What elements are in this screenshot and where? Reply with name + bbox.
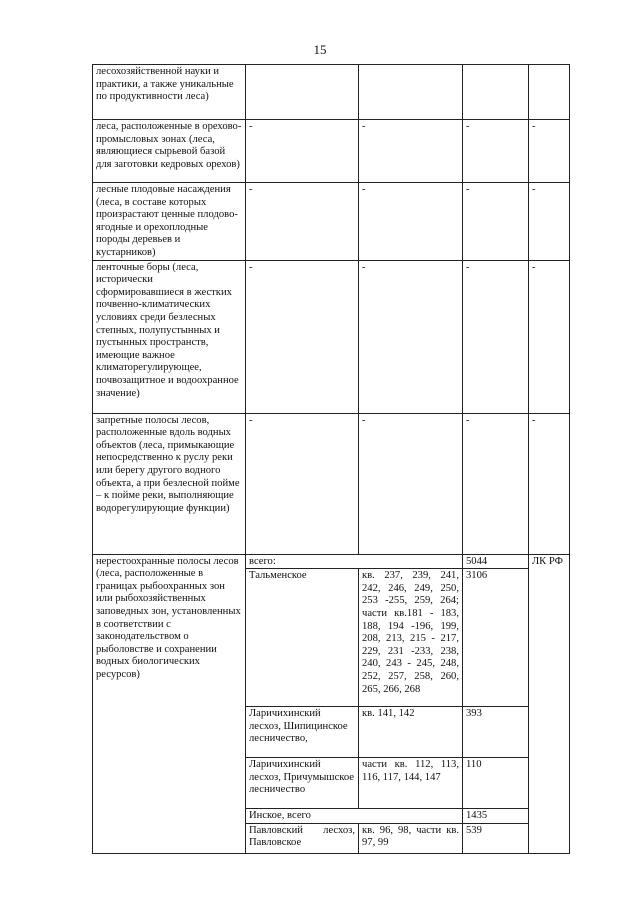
table-row [93,120,570,183]
category-cell: нерестоохранные полосы лесов (леса, расположенные в границах рыбоохранных зон или рыбохозяйственных заповедных зон, установленных в соответствии с законодательством о рыболовстве и сохранении водных биологических ресурсов) [93,554,246,853]
area-cell: 539 [463,823,529,853]
area-cell: - [463,120,529,183]
place-cell: Павловский лесхоз, Павловское [246,823,359,853]
area-cell: - [463,413,529,554]
quarters-cell: - [359,183,463,261]
table-row [93,260,570,413]
basis-cell: - [529,183,570,261]
quarters-cell: - [359,260,463,413]
category-cell: леса, расположенные в орехово-промысловых зонах (леса, являющиеся сырьевой базой для заготовки кедровых орехов) [93,120,246,183]
area-cell: 110 [463,758,529,809]
category-cell: лесохозяйственной науки и практики, а также уникальные по продуктивности леса) [93,65,246,120]
area-cell: 3106 [463,569,529,707]
place-cell: Ларичихинский лесхоз, Причумышское лесничество [246,758,359,809]
quarters-cell [359,65,463,120]
basis-cell: ЛК РФ [529,554,570,853]
table-row [93,183,570,261]
table-row [93,65,570,120]
basis-cell [529,65,570,120]
area-cell: 5044 [463,554,529,569]
subtotal-label-cell: Инское, всего [246,809,463,824]
category-cell: лесные плодовые насаждения (леса, в составе которых произрастают ценные плодово-ягодные и орехоплодные породы деревьев и кустарников) [93,183,246,261]
place-cell: - [246,413,359,554]
forest-category-table [92,64,570,854]
place-cell: - [246,120,359,183]
place-cell [246,65,359,120]
quarters-cell: части кв. 112, 113, 116, 117, 144, 147 [359,758,463,809]
quarters-cell: кв. 96, 98, части кв. 97, 99 [359,823,463,853]
basis-cell: - [529,413,570,554]
table-row [93,413,570,554]
basis-cell: - [529,120,570,183]
quarters-cell: - [359,120,463,183]
place-cell: - [246,260,359,413]
quarters-cell: кв. 237, 239, 241, 242, 246, 249, 250, 253 -255, 259, 264; части кв.181 - 183, 188, 194 -196, 199, 208, 213, 215 - 217, 229, 231 -233, 238, 240, 243 - 245, 248, 252, 257, 258, 260, 265, 266, 268 [359,569,463,707]
table-row [93,554,570,569]
total-label-cell: всего: [246,554,463,569]
quarters-cell: кв. 141, 142 [359,707,463,758]
quarters-cell: - [359,413,463,554]
area-cell: 1435 [463,809,529,824]
area-cell: 393 [463,707,529,758]
area-cell [463,65,529,120]
basis-cell: - [529,260,570,413]
area-cell: - [463,183,529,261]
page-number: 15 [313,42,327,57]
place-cell: - [246,183,359,261]
category-cell: ленточные боры (леса, исторически сформировавшиеся в жестких почвенно-климатических условиях среди безлесных степных, полупустынных и пустынных пространств, имеющие важное климаторегулирующее, почвозащитное и водоохранное значение) [93,260,246,413]
category-cell: запретные полосы лесов, расположенные вдоль водных объектов (леса, примыкающие непосредственно к руслу реки или берегу другого водного объекта, а при безлесной пойме – к пойме реки, выполняющие водорегулирующие функции) [93,413,246,554]
place-cell: Ларичихинский лесхоз, Шипицинское лесничество, [246,707,359,758]
place-cell: Тальменское [246,569,359,707]
area-cell: - [463,260,529,413]
